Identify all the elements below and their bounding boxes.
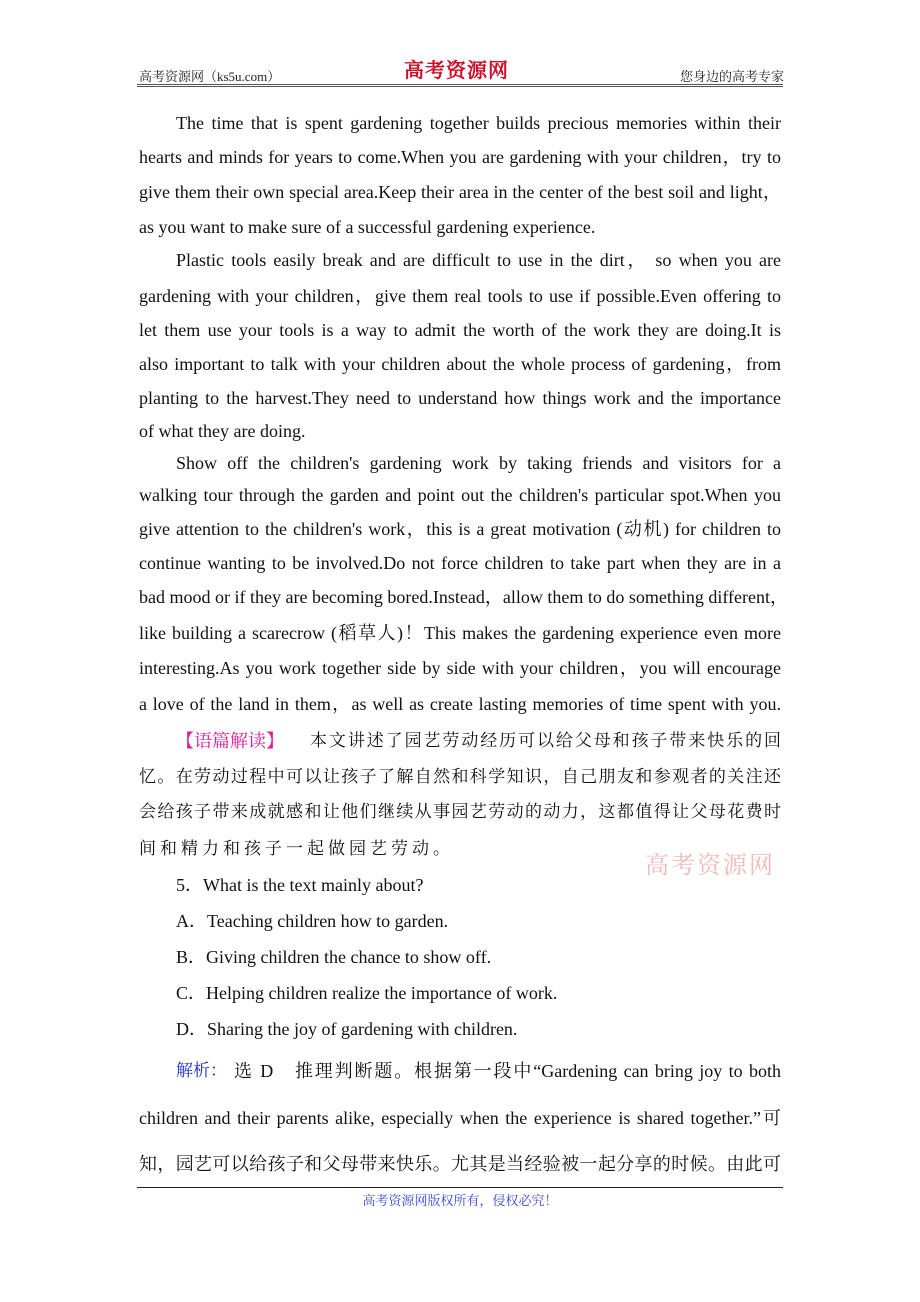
text-line: hearts and minds for years to come.When you are gardening with your children，try to (139, 147, 781, 167)
text-line: a love of the land in them，as well as create lasting memories of time spent with you. (139, 694, 781, 714)
footer-divider (137, 1187, 783, 1188)
text-line: of what they are doing. (139, 421, 306, 441)
text-line: like building a scarecrow (稻草人)！This makes the gardening experience even more (139, 623, 781, 643)
text-line: children and their parents alike, especially when the experience is shared together.”可 (139, 1108, 781, 1128)
summary-label: 【语篇解读】 (176, 731, 284, 751)
text-line: give them their own special area.Keep their area in the center of the best soil and light， (139, 182, 781, 202)
option-c: C．Helping children realize the importance of work. (176, 983, 558, 1003)
text-line: bad mood or if they are becoming bored.Instead，allow them to do something different， (139, 587, 789, 607)
text-line: continue wanting to be involved.Do not force children to take part when they are in a (139, 553, 781, 573)
text-line: give attention to the children's work，this is a great motivation (动机) for children to (139, 519, 781, 539)
footer-copyright: 高考资源网版权所有，侵权必究！ (362, 1193, 558, 1208)
text-line: 会给孩子带来成就感和让他们继续从事园艺劳动的动力，这都值得让父母花费时 (139, 802, 781, 822)
option-a: A．Teaching children how to garden. (176, 911, 449, 931)
text-line: Show off the children's gardening work by taking friends and visitors for a (176, 453, 781, 473)
text-line: 选 D 推理判断题。根据第一段中“Gardening can bring joy to both (234, 1061, 781, 1081)
site-logo: 高考资源网 (404, 60, 509, 82)
header-left: 高考资源网（ks5u.com） (139, 69, 281, 84)
analysis-label: 解析： (176, 1061, 227, 1081)
text-line: planting to the harvest.They need to understand how things work and the importance (139, 388, 781, 408)
text-line: interesting.As you work together side by side with your children，you will encourage (139, 658, 781, 678)
text-line: The time that is spent gardening together builds precious memories within their (176, 113, 781, 133)
text-line: 间和精力和孩子一起做园艺劳动。 (139, 839, 454, 859)
text-line: 本文讲述了园艺劳动经历可以给父母和孩子带来快乐的回 (310, 731, 781, 751)
option-b: B．Giving children the chance to show off. (176, 947, 492, 967)
option-d: D．Sharing the joy of gardening with children. (176, 1019, 518, 1039)
text-line: 知，园艺可以给孩子和父母带来快乐。尤其是当经验被一起分享的时候。由此可 (139, 1154, 781, 1175)
header-divider (137, 84, 783, 87)
text-line: walking tour through the garden and point out the children's particular spot.When you (139, 485, 781, 505)
watermark: 高考资源网 (645, 853, 775, 879)
text-line: as you want to make sure of a successful gardening experience. (139, 217, 596, 237)
header-right: 您身边的高考专家 (679, 69, 784, 84)
question-stem: 5．What is the text mainly about? (176, 875, 424, 895)
text-line: let them use your tools is a way to admit the worth of the work they are doing.It is (139, 320, 781, 340)
text-line: 忆。在劳动过程中可以让孩子了解自然和科学知识，自己朋友和参观者的关注还 (139, 767, 781, 787)
text-line: also important to talk with your children about the whole process of gardening，from (139, 354, 781, 374)
text-line: gardening with your children，give them real tools to use if possible.Even offering to (139, 286, 781, 306)
text-line: Plastic tools easily break and are difficult to use in the dirt， so when you are (176, 250, 781, 270)
